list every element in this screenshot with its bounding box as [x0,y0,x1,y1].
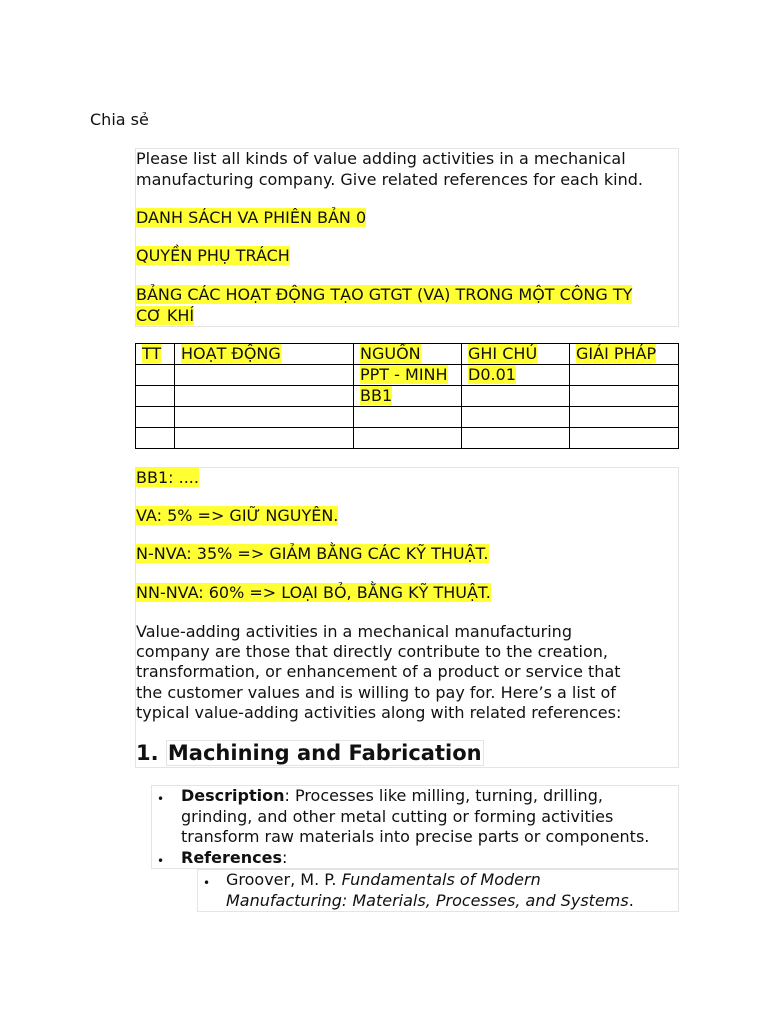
table-cell [175,428,354,449]
note-nnnva: NN-NVA: 60% => LOẠI BỎ, BẰNG KỸ THUẬT. [136,583,491,602]
table-cell: BB1 [354,386,462,407]
table-header-cell: HOẠT ĐỘNG [175,344,354,365]
question-line-1: Please list all kinds of value adding activities in a mechanical [136,149,626,168]
highlight-table-title-2: CƠ KHÍ [136,306,195,325]
table-cell [354,407,462,428]
paragraph-line: typical value-adding activities along with related references: [136,703,622,722]
table-header-cell: GIẢI PHÁP [570,344,679,365]
table-cell [462,407,570,428]
paragraph-line: transformation, or enhancement of a product or service that [136,662,621,681]
reference-item: Groover, M. P. Fundamentals of Modern [226,870,541,889]
intro-block [135,148,679,327]
table-header-cell: NGUỒN [354,344,462,365]
table-cell [175,386,354,407]
question-line-2: manufacturing company. Give related references for each kind. [136,170,643,189]
bullet-icon: • [157,792,165,806]
notes-block [135,467,679,768]
table-cell: D0.01 [462,365,570,386]
reference-item-line: Manufacturing: Materials, Processes, and Systems. [226,891,634,910]
table-row [136,428,679,449]
table-row [136,407,679,428]
description-list [151,785,679,869]
bullet-icon: • [203,876,211,890]
table-cell [570,428,679,449]
section-heading: 1. Machining and Fabrication [136,741,482,765]
paragraph-line: Value-adding activities in a mechanical manufacturing [136,622,572,641]
paragraph-line: company are those that directly contribute to the creation, [136,642,608,661]
table-cell [462,386,570,407]
highlight-list-version: DANH SÁCH VA PHIÊN BẢN 0 [136,208,367,227]
table-cell [570,407,679,428]
bullet-icon: • [157,854,165,868]
list-item-description-line: grinding, and other metal cutting or forming activities [181,807,614,826]
table-cell [175,365,354,386]
share-label[interactable]: Chia sẻ [90,110,149,129]
table-header-cell: GHI CHÚ [462,344,570,365]
highlight-responsibility: QUYỀN PHỤ TRÁCH [136,246,290,265]
table-cell [570,365,679,386]
table-cell: PPT - MINH [354,365,462,386]
table-cell [175,407,354,428]
table-cell [136,407,175,428]
table-cell [462,428,570,449]
list-item-description: Description: Processes like milling, turning, drilling, [181,786,603,805]
paragraph-line: the customer values and is willing to pay for. Here’s a list of [136,683,616,702]
note-bb1: BB1: .... [136,468,199,487]
reference-list [197,869,679,912]
list-item-references: References: [181,848,288,867]
table-cell [136,428,175,449]
note-va: VA: 5% => GIỮ NGUYÊN. [136,506,339,525]
note-nnva: N-NVA: 35% => GIẢM BẰNG CÁC KỸ THUẬT. [136,544,489,563]
section-heading-title: Machining and Fabrication [167,741,482,765]
table-cell [136,365,175,386]
table-row [136,365,679,386]
list-item-description-line: transform raw materials into precise parts or components. [181,827,650,846]
table-cell [354,428,462,449]
table-cell [136,386,175,407]
table-header-row [136,344,679,365]
table-header-cell: TT [136,344,175,365]
activities-table [135,343,679,449]
table-row [136,386,679,407]
table-cell [570,386,679,407]
highlight-table-title-1: BẢNG CÁC HOẠT ĐỘNG TẠO GTGT (VA) TRONG MỘT CÔNG TY [136,285,633,304]
